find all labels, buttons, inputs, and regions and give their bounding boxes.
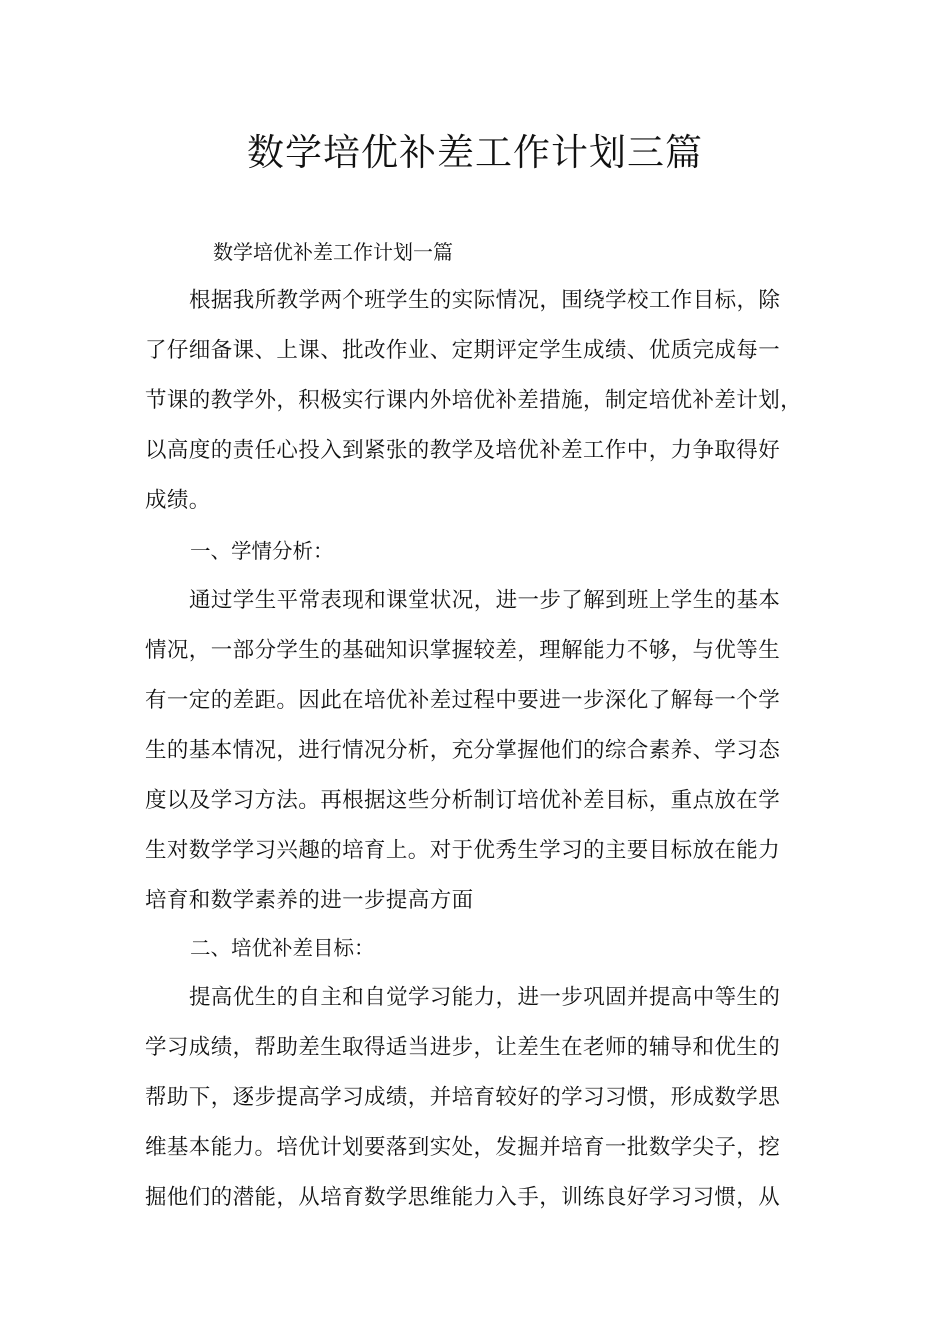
paragraph-line: 学习成绩，帮助差生取得适当进步，让差生在老师的辅导和优生的 (145, 1035, 781, 1060)
document-title: 数学培优补差工作计划三篇 (247, 131, 703, 174)
paragraph-line: 生的基本情况，进行情况分析，充分掌握他们的综合素养、学习态 (145, 738, 781, 763)
paragraph-line: 度以及学习方法。再根据这些分析制订培优补差目标，重点放在学 (145, 788, 781, 813)
paragraph-1 (145, 276, 825, 526)
section-subtitle: 数学培优补差工作计划一篇 (213, 240, 453, 264)
paragraph-line: 生对数学学习兴趣的培育上。对于优秀生学习的主要目标放在能力 (145, 838, 781, 863)
paragraph-2 (145, 576, 825, 926)
paragraph-line: 提高优生的自主和自觉学习能力，进一步巩固并提高中等生的 (189, 985, 781, 1010)
paragraph-line: 以高度的责任心投入到紧张的教学及培优补差工作中，力争取得好 (145, 438, 781, 463)
paragraph-line: 成绩。 (145, 488, 211, 513)
paragraph-line: 培育和数学素养的进一步提高方面 (145, 888, 474, 913)
paragraph-line: 通过学生平常表现和课堂状况，进一步了解到班上学生的基本 (189, 588, 781, 613)
paragraph-line: 情况，一部分学生的基础知识掌握较差，理解能力不够，与优等生 (145, 638, 781, 663)
paragraph-line: 节课的教学外，积极实行课内外培优补差措施，制定培优补差计划， (145, 388, 803, 413)
paragraph-line: 维基本能力。培优计划要落到实处，发掘并培育一批数学尖子，挖 (145, 1135, 781, 1160)
section-heading-2: 二、培优补差目标： (190, 936, 375, 960)
paragraph-3 (145, 973, 825, 1223)
section-heading-1: 一、学情分析： (190, 539, 334, 563)
paragraph-line: 帮助下，逐步提高学习成绩，并培育较好的学习习惯，形成数学思 (145, 1085, 781, 1110)
paragraph-line: 了仔细备课、上课、批改作业、定期评定学生成绩、优质完成每一 (145, 338, 781, 363)
paragraph-line: 有一定的差距。因此在培优补差过程中要进一步深化了解每一个学 (145, 688, 781, 713)
paragraph-line: 掘他们的潜能，从培育数学思维能力入手，训练良好学习习惯，从 (145, 1185, 781, 1210)
paragraph-line: 根据我所教学两个班学生的实际情况，围绕学校工作目标，除 (189, 288, 781, 313)
